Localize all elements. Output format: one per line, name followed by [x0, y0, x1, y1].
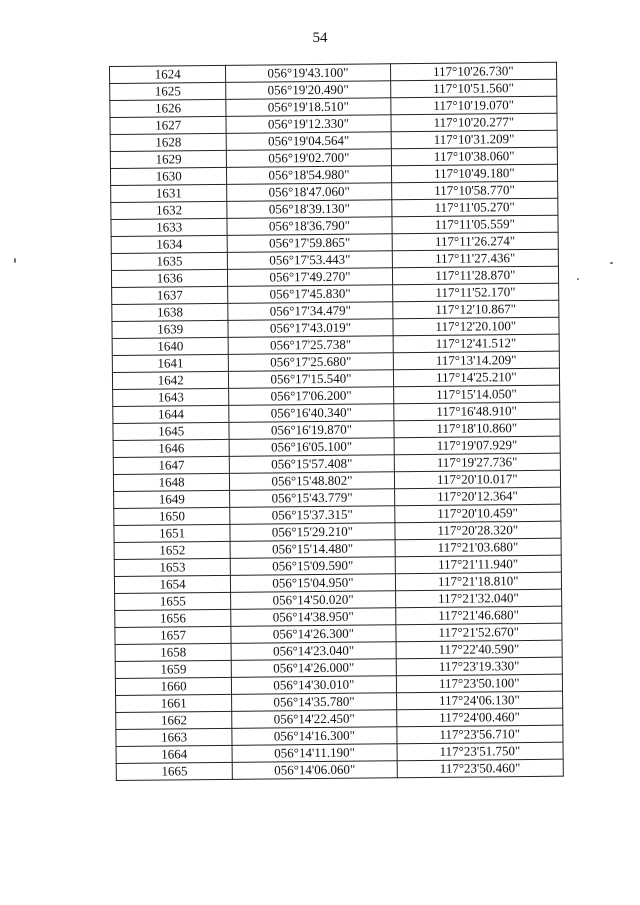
point-number-cell: 1654: [114, 575, 230, 593]
point-number-cell: 1648: [113, 473, 229, 491]
latitude-cell: 056°19'43.100": [226, 64, 390, 83]
point-number-cell: 1649: [114, 490, 230, 508]
point-number-cell: 1645: [113, 422, 229, 440]
longitude-cell: 117°13'14.209": [393, 351, 560, 370]
page-number: 54: [312, 30, 328, 46]
longitude-cell: 117°12'20.100": [393, 317, 560, 336]
point-number-cell: 1637: [112, 286, 228, 304]
longitude-cell: 117°10'19.070": [390, 96, 557, 115]
point-number-cell: 1630: [110, 167, 226, 185]
point-number-cell: 1632: [111, 201, 227, 219]
latitude-cell: 056°17'34.479": [228, 302, 392, 321]
point-number-cell: 1661: [116, 694, 232, 712]
longitude-cell: 117°10'31.209": [391, 130, 558, 149]
point-number-cell: 1657: [115, 626, 231, 644]
latitude-cell: 056°14'50.020": [231, 591, 395, 610]
longitude-cell: 117°11'05.559": [392, 215, 559, 234]
longitude-cell: 117°12'10.867": [392, 300, 559, 319]
latitude-cell: 056°16'05.100": [229, 438, 393, 457]
longitude-cell: 117°10'51.560": [390, 79, 557, 98]
longitude-cell: 117°21'11.940": [395, 555, 562, 574]
point-number-cell: 1638: [112, 303, 228, 321]
latitude-cell: 056°14'38.950": [231, 608, 395, 627]
latitude-cell: 056°14'22.450": [232, 710, 396, 729]
latitude-cell: 056°18'54.980": [227, 166, 391, 185]
point-number-cell: 1639: [112, 320, 228, 338]
latitude-cell: 056°15'57.408": [230, 455, 394, 474]
point-number-cell: 1662: [116, 711, 232, 729]
point-number-cell: 1629: [110, 150, 226, 168]
point-number-cell: 1635: [111, 252, 227, 270]
longitude-cell: 117°20'10.017": [394, 470, 561, 489]
latitude-cell: 056°19'04.564": [226, 132, 390, 151]
point-number-cell: 1665: [116, 762, 232, 780]
longitude-cell: 117°19'27.736": [394, 453, 561, 472]
longitude-cell: 117°18'10.860": [394, 419, 561, 438]
latitude-cell: 056°14'35.780": [232, 693, 396, 712]
point-number-cell: 1625: [110, 82, 226, 100]
point-number-cell: 1631: [111, 184, 227, 202]
point-number-cell: 1651: [114, 524, 230, 542]
point-number-cell: 1656: [115, 609, 231, 627]
point-number-cell: 1658: [115, 643, 231, 661]
point-number-cell: 1624: [110, 65, 226, 83]
longitude-cell: 117°23'50.460": [397, 759, 564, 778]
latitude-cell: 056°17'53.443": [228, 251, 392, 270]
point-number-cell: 1655: [115, 592, 231, 610]
point-number-cell: 1640: [112, 337, 228, 355]
longitude-cell: 117°16'48.910": [393, 402, 560, 421]
latitude-cell: 056°15'43.779": [230, 489, 394, 508]
point-number-cell: 1664: [116, 745, 232, 763]
point-number-cell: 1659: [115, 660, 231, 678]
point-number-cell: 1633: [111, 218, 227, 236]
latitude-cell: 056°19'02.700": [227, 149, 391, 168]
latitude-cell: 056°14'06.060": [232, 761, 396, 780]
latitude-cell: 056°15'04.950": [231, 574, 395, 593]
longitude-cell: 117°20'12.364": [394, 487, 561, 506]
longitude-cell: 117°21'32.040": [395, 589, 562, 608]
longitude-cell: 117°20'10.459": [394, 504, 561, 523]
latitude-cell: 056°14'26.300": [231, 625, 395, 644]
longitude-cell: 117°11'05.270": [391, 198, 558, 217]
point-number-cell: 1628: [110, 133, 226, 151]
latitude-cell: 056°17'43.019": [228, 319, 392, 338]
point-number-cell: 1636: [111, 269, 227, 287]
latitude-cell: 056°17'15.540": [229, 370, 393, 389]
point-number-cell: 1660: [115, 677, 231, 695]
longitude-cell: 117°10'38.060": [391, 147, 558, 166]
latitude-cell: 056°16'19.870": [229, 421, 393, 440]
point-number-cell: 1642: [112, 371, 228, 389]
point-number-cell: 1643: [113, 388, 229, 406]
longitude-cell: 117°23'19.330": [396, 657, 563, 676]
point-number-cell: 1650: [114, 507, 230, 525]
point-number-cell: 1626: [110, 99, 226, 117]
latitude-cell: 056°15'48.802": [230, 472, 394, 491]
longitude-cell: 117°10'26.730": [390, 62, 557, 81]
longitude-cell: 117°11'52.170": [392, 283, 559, 302]
latitude-cell: 056°14'16.300": [232, 727, 396, 746]
latitude-cell: 056°17'06.200": [229, 387, 393, 406]
latitude-cell: 056°15'14.480": [230, 540, 394, 559]
longitude-cell: 117°24'00.460": [396, 708, 563, 727]
point-number-cell: 1652: [114, 541, 230, 559]
latitude-cell: 056°14'23.040": [231, 642, 395, 661]
latitude-cell: 056°15'29.210": [230, 523, 394, 542]
longitude-cell: 117°11'28.870": [392, 266, 559, 285]
point-number-cell: 1644: [113, 405, 229, 423]
longitude-cell: 117°22'40.590": [396, 640, 563, 659]
latitude-cell: 056°17'25.738": [228, 336, 392, 355]
longitude-cell: 117°14'25.210": [393, 368, 560, 387]
latitude-cell: 056°14'30.010": [232, 676, 396, 695]
latitude-cell: 056°18'47.060": [227, 183, 391, 202]
point-number-cell: 1627: [110, 116, 226, 134]
longitude-cell: 117°21'18.810": [395, 572, 562, 591]
table-row: [116, 759, 563, 780]
point-number-cell: 1646: [113, 439, 229, 457]
scan-speck: [610, 262, 613, 264]
longitude-cell: 117°15'14.050": [393, 385, 560, 404]
scan-speck: [577, 278, 579, 280]
longitude-cell: 117°10'20.277": [391, 113, 558, 132]
longitude-cell: 117°21'03.680": [395, 538, 562, 557]
longitude-cell: 117°20'28.320": [395, 521, 562, 540]
longitude-cell: 117°12'41.512": [393, 334, 560, 353]
longitude-cell: 117°21'46.680": [395, 606, 562, 625]
longitude-cell: 117°10'58.770": [391, 181, 558, 200]
longitude-cell: 117°24'06.130": [396, 691, 563, 710]
latitude-cell: 056°17'25.680": [229, 353, 393, 372]
longitude-cell: 117°23'50.100": [396, 674, 563, 693]
longitude-cell: 117°21'52.670": [396, 623, 563, 642]
point-number-cell: 1663: [116, 728, 232, 746]
latitude-cell: 056°17'59.865": [227, 234, 391, 253]
latitude-cell: 056°19'12.330": [226, 115, 390, 134]
scan-speck: [14, 258, 16, 263]
latitude-cell: 056°17'49.270": [228, 268, 392, 287]
longitude-cell: 117°11'27.436": [392, 249, 559, 268]
latitude-cell: 056°14'11.190": [232, 744, 396, 763]
coordinates-table-body: [110, 62, 564, 780]
longitude-cell: 117°23'51.750": [397, 742, 564, 761]
longitude-cell: 117°23'56.710": [396, 725, 563, 744]
latitude-cell: 056°19'18.510": [226, 98, 390, 117]
point-number-cell: 1634: [111, 235, 227, 253]
longitude-cell: 117°10'49.180": [391, 164, 558, 183]
latitude-cell: 056°15'37.315": [230, 506, 394, 525]
point-number-cell: 1641: [112, 354, 228, 372]
latitude-cell: 056°18'36.790": [227, 217, 391, 236]
point-number-cell: 1647: [113, 456, 229, 474]
latitude-cell: 056°18'39.130": [227, 200, 391, 219]
point-number-cell: 1653: [114, 558, 230, 576]
longitude-cell: 117°19'07.929": [394, 436, 561, 455]
latitude-cell: 056°16'40.340": [229, 404, 393, 423]
latitude-cell: 056°14'26.000": [232, 659, 396, 678]
latitude-cell: 056°19'20.490": [226, 81, 390, 100]
coordinates-table: [109, 62, 564, 781]
latitude-cell: 056°15'09.590": [231, 557, 395, 576]
latitude-cell: 056°17'45.830": [228, 285, 392, 304]
longitude-cell: 117°11'26.274": [392, 232, 559, 251]
